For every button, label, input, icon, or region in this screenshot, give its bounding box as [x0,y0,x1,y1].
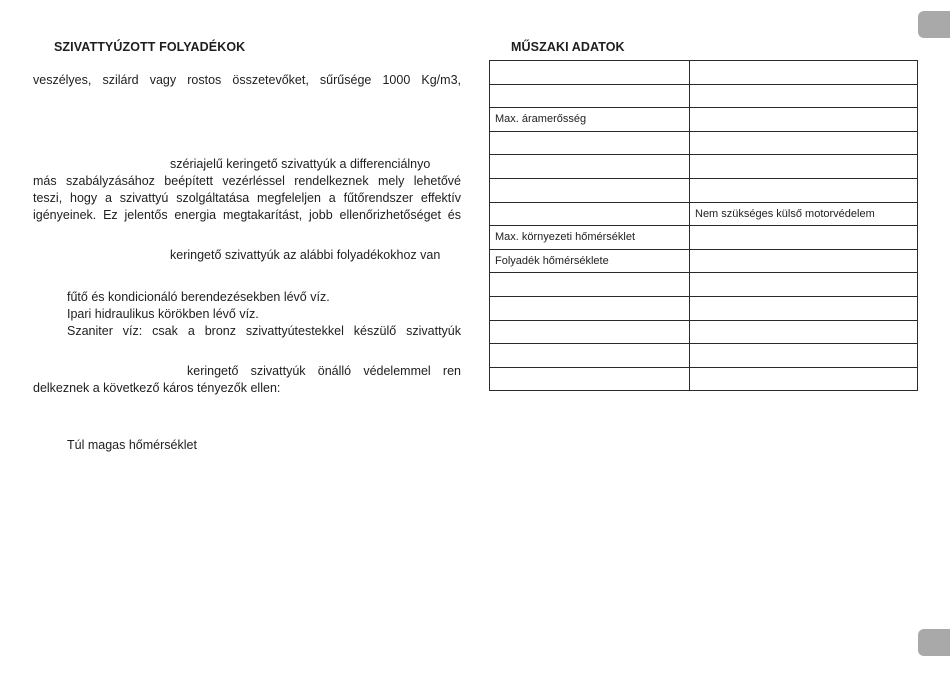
table-cell-label [490,296,690,320]
protection-paragraph [33,363,461,397]
table-cell-value [690,320,918,344]
table-cell-label [490,155,690,179]
table-cell-value [690,61,918,85]
table-cell-label [490,367,690,391]
protection-list [33,437,461,454]
table-row [490,202,918,226]
list-item: fűtő és kondicionáló berendezésekben lévő víz. [67,290,330,304]
technical-data-heading: MŰSZAKI ADATOK [511,40,625,54]
table-row [490,367,918,391]
table-cell-label [490,273,690,297]
table-cell-label: Max. környezeti hőmérséklet [490,226,690,250]
table-cell-value [690,155,918,179]
table-cell-label [490,84,690,108]
table-cell-value [690,108,918,132]
text-line: teszi, hogy a szivattyú szolgáltatása megfeleljen a fűtőrendszer effektív [33,191,461,205]
table-cell-value [690,84,918,108]
technical-data-table [489,60,918,391]
text-line: delkeznek a következő káros tényezők ellen: [33,381,281,395]
table-cell-value [690,249,918,273]
table-cell-value [690,131,918,155]
text-line: keringető szivattyúk az alábbi folyadékokhoz van [170,248,441,262]
table-row [490,131,918,155]
table-row [490,84,918,108]
table-row [490,273,918,297]
page-tab-marker-top [918,11,950,38]
table-row [490,178,918,202]
text-line: igényeinek. Ez jelentős energia megtakarítást, jobb ellenőrizhetőséget és [33,208,461,222]
pumped-liquids-paragraph [33,72,461,89]
table-cell-label [490,178,690,202]
table-cell-label [490,131,690,155]
table-cell-value [690,344,918,368]
control-description-paragraph [33,156,461,224]
list-item: Ipari hidraulikus körökben lévő víz. [67,307,259,321]
table-row [490,155,918,179]
table-row [490,108,918,132]
table-row [490,296,918,320]
text-line: veszélyes, szilárd vagy rostos összetevőket, sűrűsége 1000 Kg/m3, [33,73,461,87]
application-intro-paragraph [33,247,461,264]
text-line: keringető szivattyúk önálló védelemmel ren [187,364,461,378]
table-row [490,249,918,273]
table-row [490,61,918,85]
table-cell-label: Folyadék hőmérséklete [490,249,690,273]
text-line: szériajelű keringető szivattyúk a differenciálnyo [170,157,431,171]
table-cell-value: Nem szükséges külső motorvédelem [690,202,918,226]
table-cell-value [690,178,918,202]
table-cell-value [690,273,918,297]
list-item: Szaniter víz: csak a bronz szivattyútestekkel készülő szivattyúk [67,324,461,338]
table-cell-label [490,61,690,85]
liquid-types-list [33,289,461,340]
table-cell-value [690,367,918,391]
table-cell-label [490,344,690,368]
table-row [490,344,918,368]
page-tab-marker-bottom [918,629,950,656]
table-cell-value [690,296,918,320]
table-cell-label: Max. áramerősség [490,108,690,132]
list-item: Túl magas hőmérséklet [67,438,197,452]
pumped-liquids-heading: SZIVATTYÚZOTT FOLYADÉKOK [54,40,246,54]
table-row [490,320,918,344]
table-cell-value [690,226,918,250]
table-cell-label [490,320,690,344]
table-cell-label [490,202,690,226]
text-line: más szabályzásához beépített vezérléssel rendelkeznek mely lehetővé [33,174,461,188]
table-row [490,226,918,250]
